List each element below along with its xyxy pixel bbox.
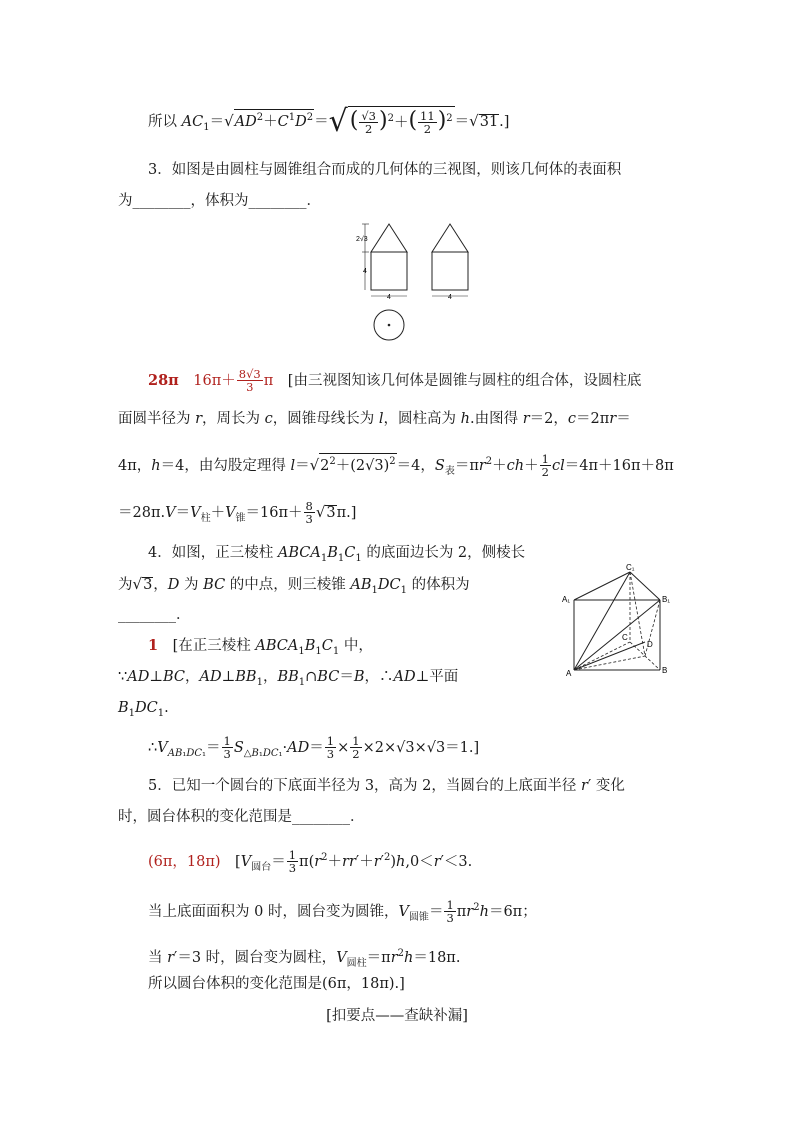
front-cylinder (371, 252, 407, 290)
line-12-text: ∵AD⊥BC，$AD\perp BB_1$，$BB_1\cap BC=B$，∴AD⊥平面 (118, 669, 459, 688)
line-11-text: 1 [在正三棱柱 $ABCA_1B_1C_1$ 中， (148, 637, 373, 657)
dim-label-2: 4 (363, 268, 367, 275)
label-B1: B₁ (662, 595, 671, 604)
line-4 (148, 368, 641, 393)
side-cylinder (432, 252, 468, 290)
line-18 (148, 898, 537, 928)
line-13-text: $B_1DC_1$. (118, 700, 169, 719)
line-7-text: $=28\pi.V=V_柱+V_锥=16\pi+$ $\frac{8}{3}$ √3π.] (118, 499, 357, 526)
line-20: 所以圆台体积的变化范围是(6π，18π).] (148, 976, 405, 992)
line-3: 为________，体积为________． (118, 193, 321, 209)
line-10: ________． (118, 607, 191, 623)
line-17-text: (6π，18π) [$V_{圆台}=$ $\frac{1}{3}$ $\pi(r^2+rr'+r'^2)h,0<r'<3$. (148, 848, 473, 876)
line-5-text: 面圆半径为 r，周长为 c，圆锥母线长为 l，圆柱高为 h.由图得 r＝2，c＝2πr＝ (118, 411, 631, 427)
line-9 (118, 574, 470, 601)
line-6 (118, 452, 674, 482)
label-C: C (622, 633, 628, 642)
line-7 (118, 500, 356, 528)
line-19 (148, 944, 460, 974)
dim-label-3: 4 (387, 294, 391, 301)
line-1 (148, 103, 510, 139)
line-15-text: 5．已知一个圆台的下底面半径为 3，高为 2，当圆台的上底面半径 r′ 变化 (148, 778, 625, 794)
label-A: A (566, 669, 572, 678)
label-D: D (647, 640, 653, 649)
prism-figure (560, 560, 680, 680)
dim-label-1: 2√3 (356, 236, 368, 243)
line-4-text: 28π 16π＋ $\frac{8√3}{3}$ π [由三视图知该几何体是圆锥与圆柱的组合体，设圆柱底 (148, 367, 642, 394)
line-14-text: $\therefore V_{AB_1DC_1}=$ $\frac{1}{3}$ $S_{\triangle B_1DC_1}\cdot AD=$ $\frac{1}{3}$ × $\frac{1}{2}$ ×2×√3×√3＝1.] (148, 734, 480, 761)
line-8-text: 4．如图，正三棱柱 $ABCA_1B_1C_1$ 的底面边长为 2，侧棱长 (148, 545, 526, 564)
line-12 (118, 667, 458, 693)
section-heading: [扣要点——查缺补漏] (326, 1008, 468, 1024)
label-B: B (662, 666, 668, 675)
line-6-text: 4π，h＝4，由勾股定理得 $l=√2^2+(2√3)^2=4$，$S_表=\pi r^2+ch+$ $\frac{1}{2}$ cl＝4π＋16π＋8π (118, 452, 674, 480)
line-17 (148, 848, 472, 878)
line-2: 3．如图是由圆柱与圆锥组合而成的几何体的三视图，则该几何体的表面积 (148, 162, 622, 178)
line-16: 时，圆台体积的变化范围是________． (118, 809, 365, 825)
label-A1: A₁ (562, 595, 571, 604)
line-19-text: 当 r′＝3 时，圆台变为圆柱，$V_{圆柱}=\pi r^2h=18\pi$. (148, 948, 461, 969)
line-9-text: 为√3，D 为 BC 的中点，则三棱锥 $AB_1DC_1$ 的体积为 (118, 575, 470, 596)
three-view-figure (355, 218, 475, 342)
line-8 (148, 543, 525, 569)
line-13 (118, 698, 169, 724)
line-15 (148, 776, 625, 796)
front-cone (371, 224, 407, 252)
label-C1: C₁ (626, 563, 635, 572)
line-18-text: 当上底面面积为 0 时，圆台变为圆锥，$V_{圆锥}=$ $\frac{1}{3}$ $\pi r^2h=6\pi$； (148, 898, 537, 926)
line-1-text: 所以 $AC_1=√AD^2+C^1D^2=√$( $\frac{√3}{2}$ )$^2$＋( $\frac{11}{2}$ )$^2$ ＝√31.] (148, 103, 510, 139)
line-14 (148, 735, 479, 763)
line-11 (148, 636, 373, 662)
side-cone (432, 224, 468, 252)
line-5 (118, 409, 631, 429)
dim-label-4: 4 (448, 294, 452, 301)
